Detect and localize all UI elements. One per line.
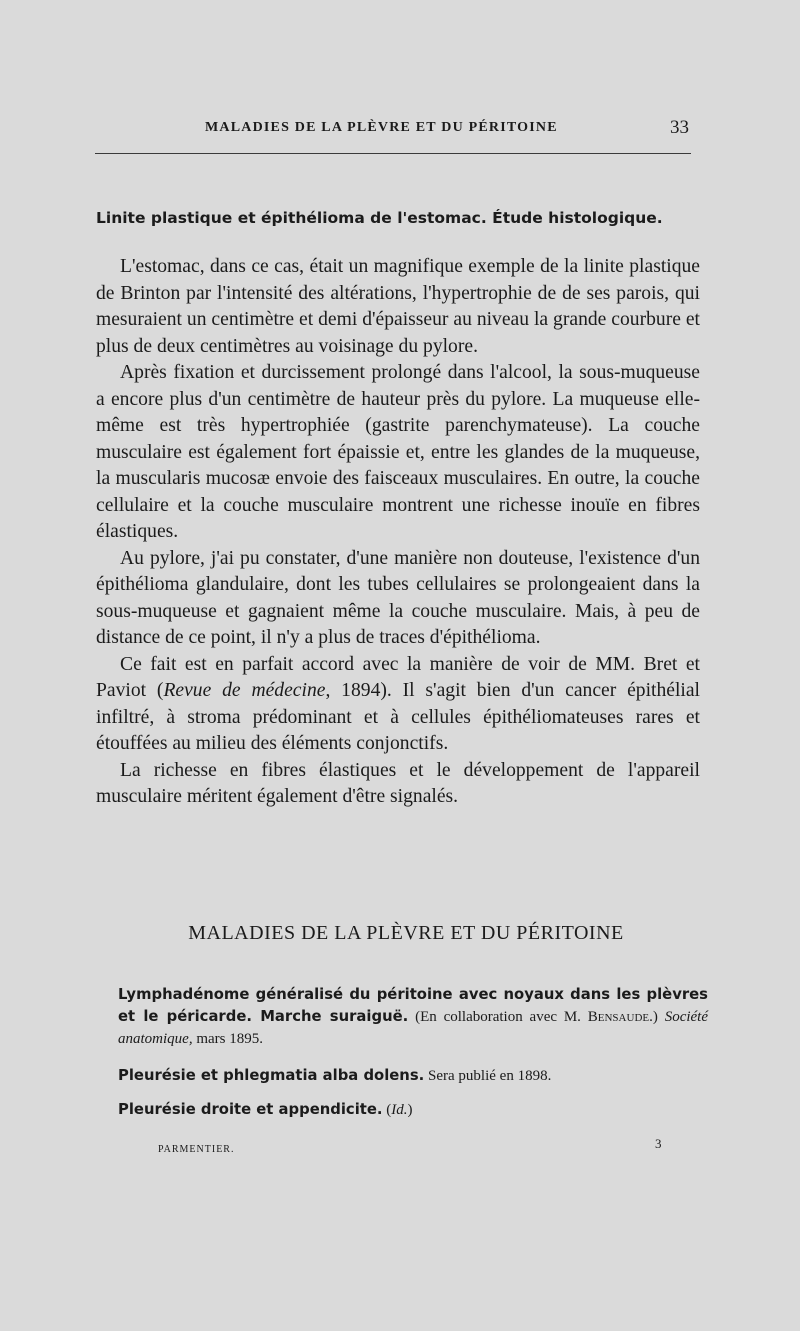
running-header [95,118,691,142]
paragraph-text: Ce fait est en parfait accord avec la manière de voir de MM. Bret et Paviot ( [96,653,700,701]
paragraph: Au pylore, j'ai pu constater, d'une manière non douteuse, l'existence d'un épithélioma glandulaire, dont les tubes cellulaires se prolongeaient dans la sous-muqueuse et gagnaient même la couche musculaire. Mais, à peu de distance de ce point, il n'y a plus de traces d'épithélioma. [96,547,700,648]
entry-ref-close: ) [407,1102,413,1118]
chapter-heading: MALADIES DE LA PLÈVRE ET DU PÉRITOINE [188,922,624,944]
entry-title: Pleurésie et phlegmatia alba dolens. [118,1067,425,1084]
entry-date: mars 1895. [196,1031,263,1047]
entry-author: Bensaude.) [587,1009,658,1025]
section-title: Linite plastique et épithélioma de l'estomac. Étude histologique. [96,209,663,227]
entry-collaboration: (En collaboration avec M. [415,1009,581,1025]
entry-title: Lymphadénome généralisé du péritoine avec noyaux dans les plèvres et le péricarde. Marche suraiguë. [118,986,708,1025]
paragraph: L'estomac, dans ce cas, était un magnifique exemple de la linite plastique de Brinton par l'intensité des altérations, l'hypertrophie de de ses parois, qui mesuraient un centimètre et demi d'épaisseur au niveau la grande courbure et plus de deux centimètres au voisinage du pylore. [96,256,700,357]
entry-title: Pleurésie droite et appendicite. [118,1101,383,1118]
paragraph: Après fixation et durcissement prolongé dans l'alcool, la sous-muqueuse a encore plus d'un centimètre de hauteur près du pylore. La muqueuse elle-même est très hypertrophiée (gastrite parenchymateuse). La couche musculaire est également fort épaissie et, entre les glandes de la muqueuse, la muscularis mucosæ envoie des faisceaux musculaires. En outre, la couche cellulaire et la couche musculaire montrent une richesse inouïe en fibres élastiques. [96,362,700,542]
journal-title: Revue de médecine [163,680,326,701]
sheet-number: 3 [655,1136,662,1151]
page-number: 33 [670,117,689,138]
entry-ref-open: ( [386,1102,392,1118]
running-title: MALADIES DE LA PLÈVRE ET DU PÉRITOINE [205,120,558,135]
footer-signature: PARMENTIER. [158,1144,235,1155]
entry-note: Sera publié en 1898. [428,1068,552,1084]
entry-journal: Société anatomique, [118,1009,708,1047]
header-rule [95,153,691,154]
bibliography-entry [118,984,708,1050]
entry-ref: Id. [391,1102,408,1118]
paragraph-text: , 1894). Il s'agit bien d'un cancer épithélial infiltré, à stroma prédominant et à cellules épithéliomateuses rares et étouffées au milieu des éléments conjonctifs. [96,680,700,754]
bibliography-entry [118,1065,708,1087]
paragraph: La richesse en fibres élastiques et le développement de l'appareil musculaire méritent également d'être signalés. [96,759,700,807]
body-text [96,254,700,811]
paragraph [96,652,700,758]
bibliography-entry [118,1099,708,1121]
